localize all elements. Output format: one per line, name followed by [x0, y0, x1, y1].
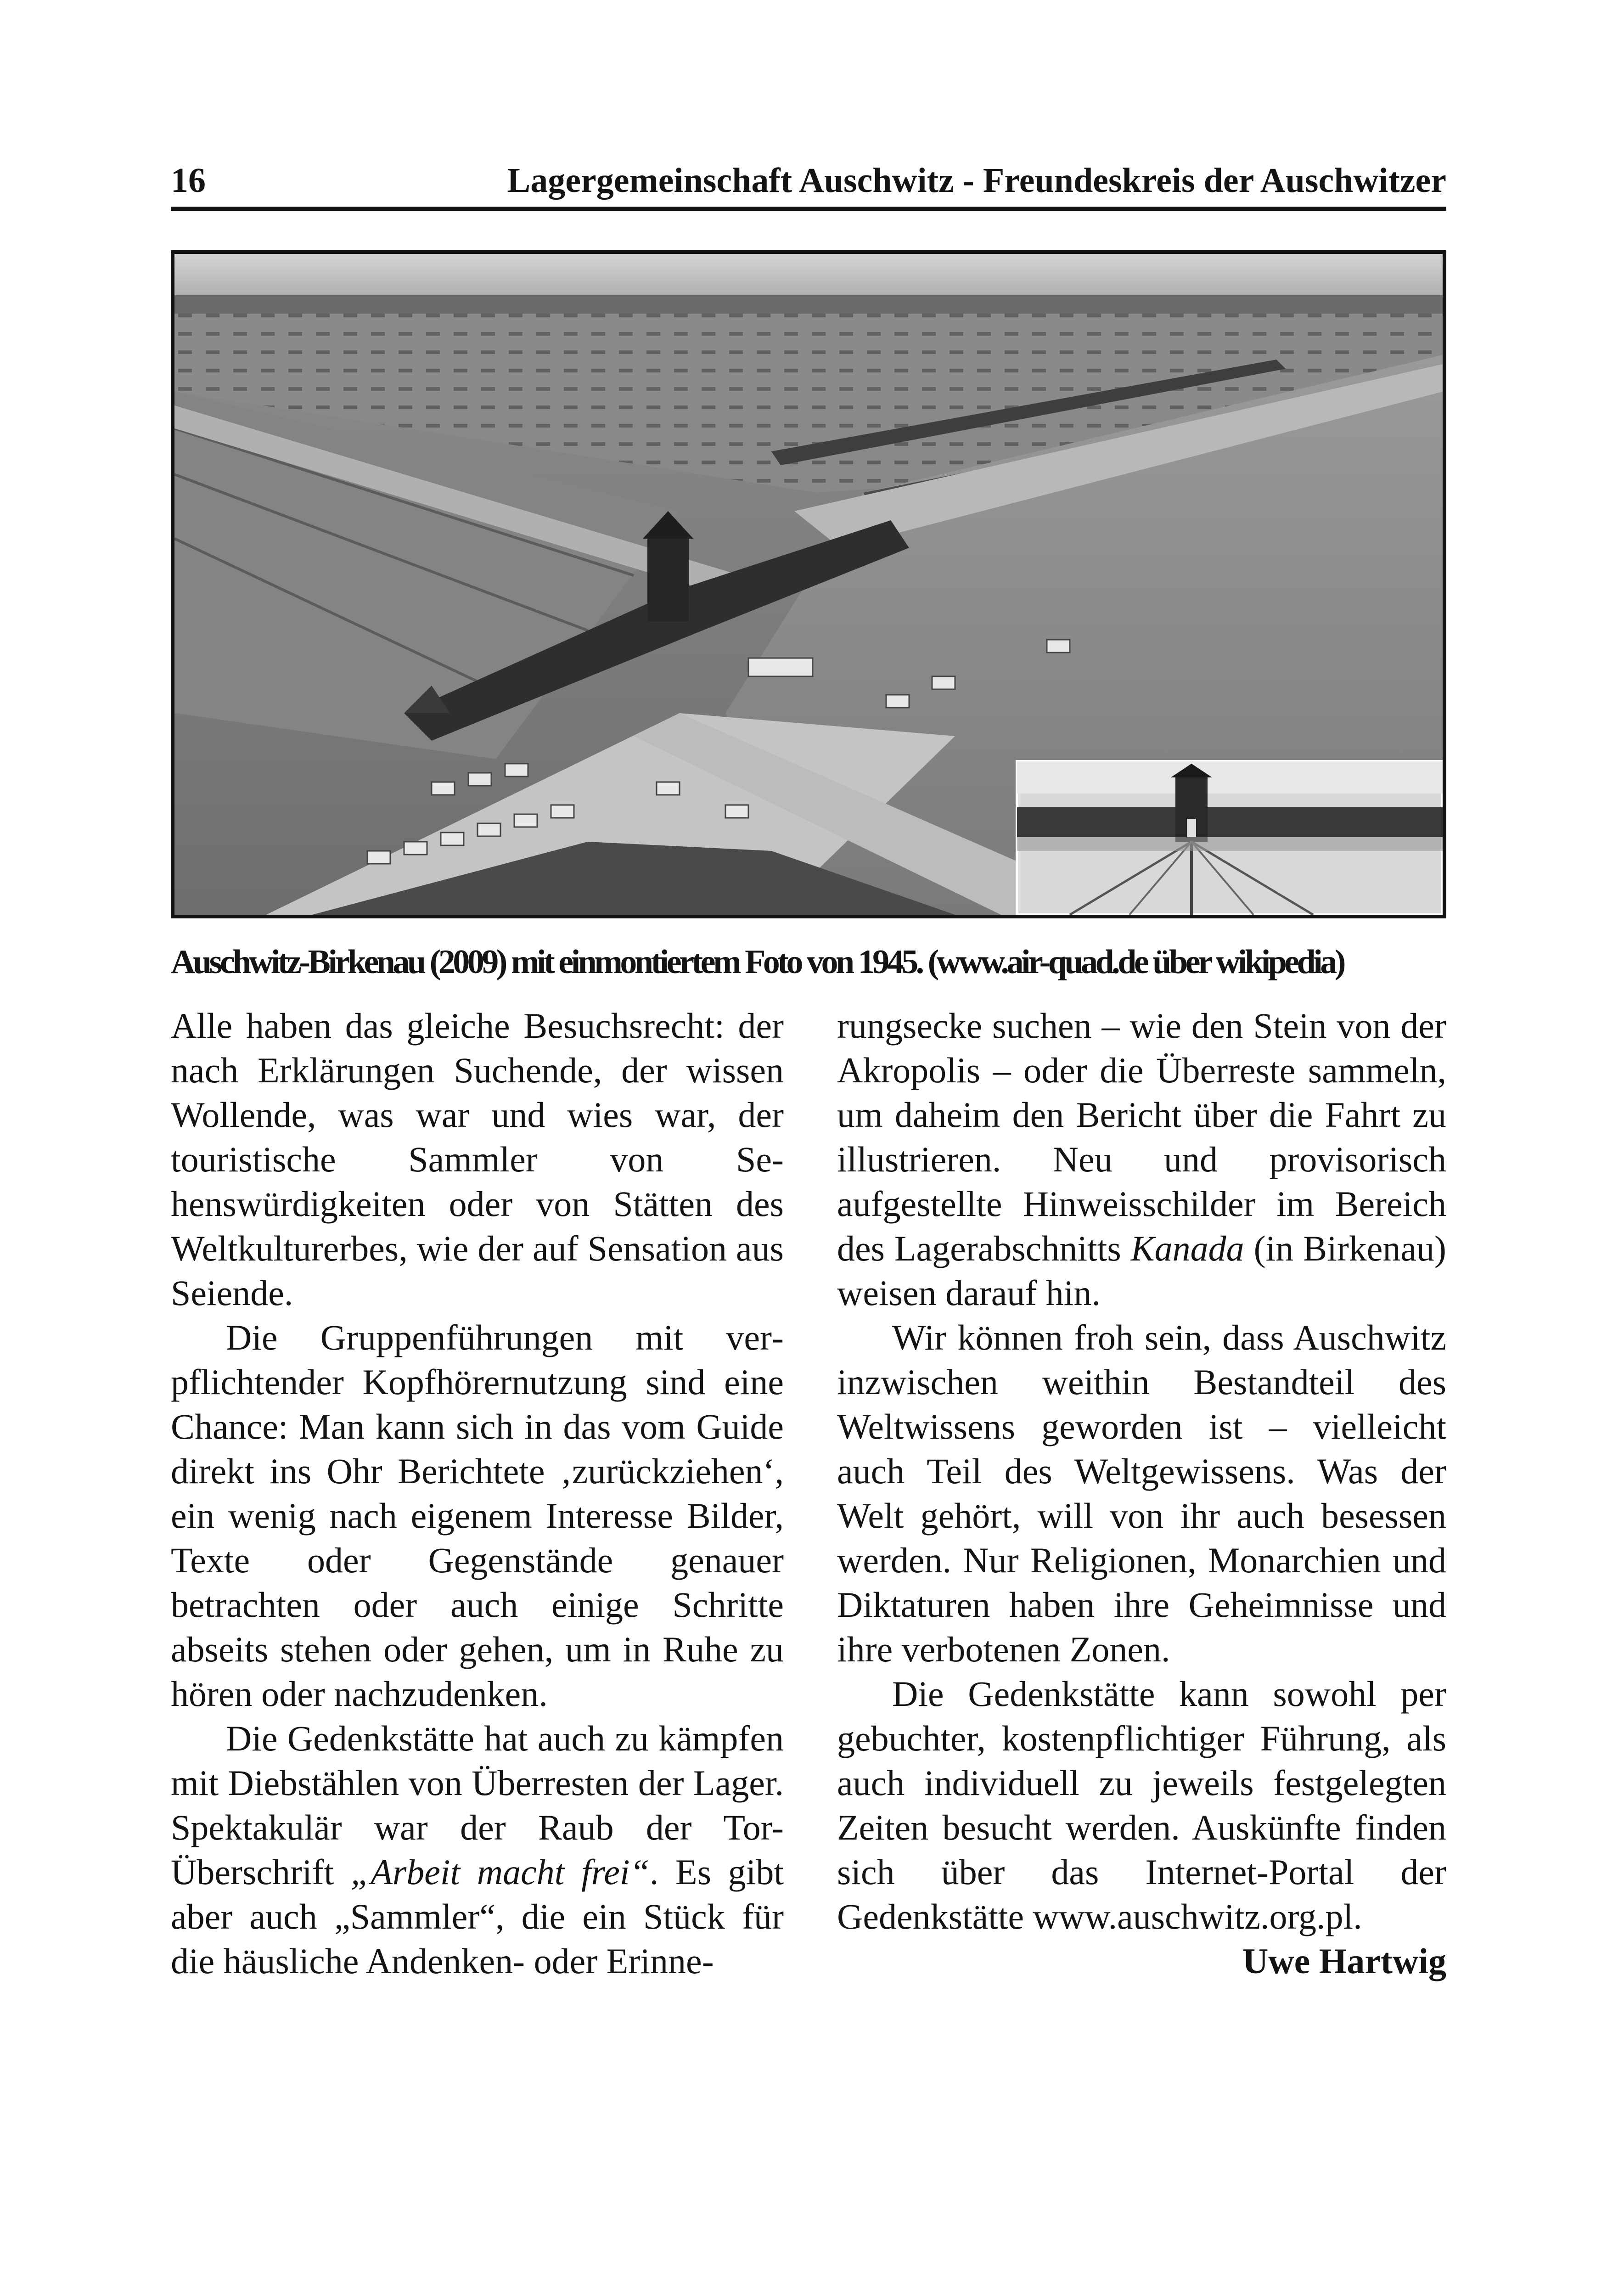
- page-number: 16: [171, 161, 206, 200]
- gate-photo-1945: [1017, 761, 1443, 915]
- running-title: Lagergemeinschaft Auschwitz - Freundeskreis der Auschwitzer: [507, 161, 1446, 200]
- photo-illustration: [174, 254, 1443, 915]
- paragraph-3-text-c: (in Birkenau) weisen darauf hin.: [837, 1228, 1447, 1313]
- paragraph-1: Alle haben das gleiche Besuchsrecht: der nach Erklärungen Suchende, der wissen Wollende, was war und wies war, der touristische Sammler von Sehenswürdigkeiten oder von Stätten des Weltkulturerbes, wie der auf Sensation aus Seiende.: [171, 1006, 784, 1313]
- text-column-right: [837, 1003, 1446, 1983]
- aerial-photo: [171, 250, 1446, 918]
- paragraph-3-text-b: . Es gibt aber auch „Sammler“, die ein Stück für die häusliche Andenken- oder Erinne-: [171, 1852, 784, 1981]
- page-header: [171, 155, 1446, 206]
- paragraph-3: [171, 1716, 784, 1983]
- paragraph-5: Die Gedenkstätte kann sowohl per gebuchter, kostenpflichtiger Führung, als auch individuell zu jeweils festgelegten Zeiten besucht werden. Auskünfte finden sich über das Internet-Portal der Gedenkstätte www.auschwitz.org.pl.: [837, 1674, 1446, 1936]
- place-name-kanada: Kanada: [1130, 1228, 1244, 1268]
- paragraph-3-continued: [837, 1003, 1446, 1315]
- paragraph-2: Die Gruppenführungen mit verpflichtender Kopfhörernutzung sind eine Chance: Man kann sich in das vom Guide direkt ins Ohr Berichtete ‚zurückziehen‘, ein wenig nach eigenem Interesse Bilder, Texte oder Gegenstände genauer betrachten oder auch einige Schritte abseits stehen oder gehen, um in Ruhe zu hören oder nachzudenken.: [171, 1317, 784, 1714]
- author-signature: Uwe Hartwig: [1242, 1941, 1446, 1981]
- text-column-left: [171, 1003, 784, 1983]
- figure-caption: Auschwitz-Birkenau (2009) mit einmontiertem Foto von 1945. (www.air-quad.de über wikipedia): [171, 943, 1343, 981]
- quote-arbeit-macht-frei: „Arbeit macht frei“: [350, 1852, 650, 1892]
- paragraph-4: Wir können froh sein, dass Auschwitz inzwischen weithin Bestandteil des Weltwissens geworden ist – vielleicht auch Teil des Weltgewissens. Was der Welt gehört, will von ihr auch besessen werden. Nur Religionen, Monarchien und Diktaturen haben ihre Geheimnisse und ihre verbotenen Zonen.: [837, 1317, 1446, 1669]
- paragraph-3-text-a: Die Gedenkstätte hat auch zu kämpfen mit Diebstählen von Überresten der Lager. Spektakulär war der Raub der Tor-Überschrift: [171, 1718, 784, 1892]
- header-rule: [171, 207, 1446, 211]
- paragraph-3-text-b-continued: rungsecke suchen – wie den Stein von der Akropolis – oder die Überreste sammeln, um daheim den Bericht über die Fahrt zu illustrieren. Neu und provisorisch aufgestellte Hinweisschilder im Bereich des Lagerabschnitts: [837, 1006, 1446, 1268]
